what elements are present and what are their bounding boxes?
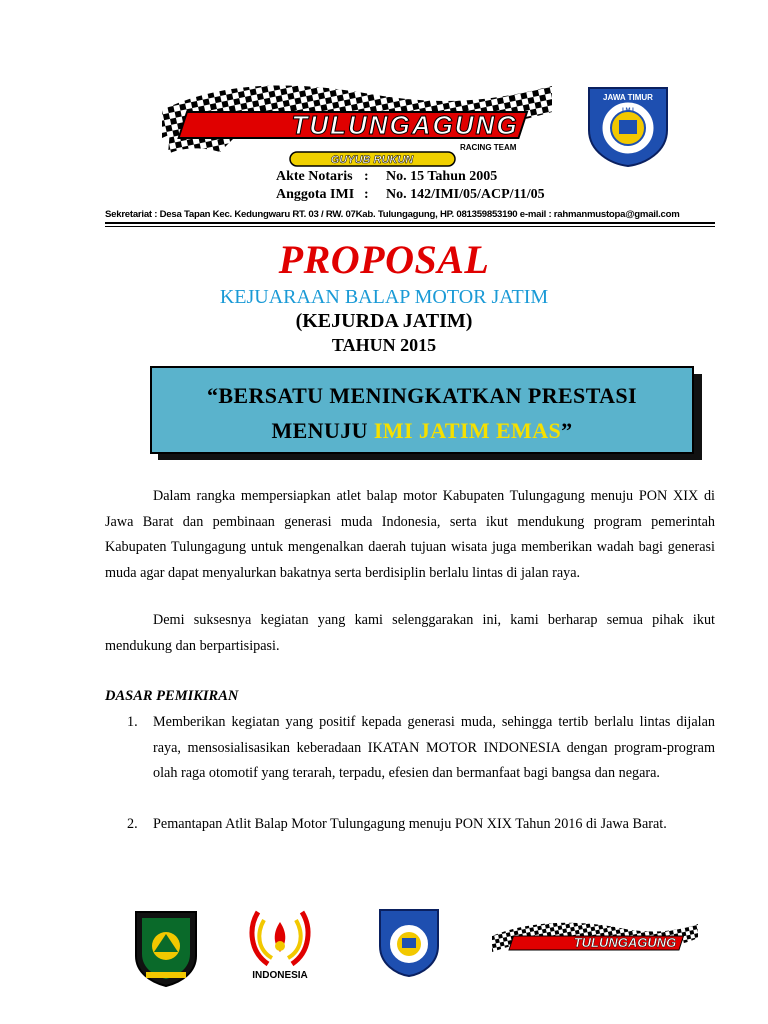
anggota-value: No. 142/IMI/05/ACP/11/05 — [386, 187, 545, 202]
motto-suffix: ” — [561, 418, 573, 443]
event-year: TAHUN 2015 — [331, 335, 437, 355]
list-item — [105, 812, 715, 838]
header-rule — [105, 222, 715, 224]
koni-logo — [244, 904, 316, 990]
team-logo-small — [490, 916, 700, 966]
team-logo — [160, 72, 555, 170]
team-logo-sub: RACING TEAM — [460, 143, 517, 152]
list-text: Memberikan kegiatan yang positif kepada generasi muda, sehingga tertib berlalu lintas dijalan raya, mensosialisasikan keberadaan IKATAN MOTOR INDONESIA dengan program-program olah raga otomotif yang terarah, terpadu, efesien dan bermanfaat bagi bangsa dan negara. — [153, 714, 715, 781]
event-abbreviation: (KEJURDA JATIM) — [295, 310, 473, 332]
team-logo-slogan: GUYUB RUKUN — [330, 154, 414, 166]
paragraph-2: Demi suksesnya kegiatan yang kami selenggarakan ini, kami berharap semua pihak ikut mendukung dan berpartisipasi. — [105, 612, 715, 654]
list-item — [105, 710, 715, 812]
header-rule-thin — [105, 226, 715, 227]
event-name: KEJUARAAN BALAP MOTOR JATIM — [219, 286, 549, 308]
list-text: Pemantapan Atlit Balap Motor Tulungagung menuju PON XIX Tahun 2016 di Jawa Barat. — [153, 816, 667, 832]
akte-value: No. 15 Tahun 2005 — [386, 169, 498, 184]
koni-text: INDONESIA — [252, 970, 308, 981]
akte-label: Akte Notaris — [276, 169, 353, 184]
regency-emblem — [132, 906, 200, 988]
motto-line-2 — [150, 418, 694, 444]
team-logo-text: TULUNGAGUNG — [291, 110, 519, 140]
anggota-row — [276, 187, 545, 203]
akte-colon: : — [364, 169, 369, 184]
motto-highlight: IMI JATIM EMAS — [373, 418, 562, 443]
imi-logo-mid: I M I — [622, 108, 634, 114]
list-number: 1. — [127, 714, 138, 730]
intro-paragraph — [105, 484, 715, 586]
closing-paragraph — [105, 608, 715, 659]
imi-logo-small — [376, 904, 442, 978]
paragraph-1: Dalam rangka mempersiapkan atlet balap motor Kabupaten Tulungagung menuju PON XIX di Jawa Barat dan pembinaan generasi muda Indonesia, serta ikut mendukung program pemerintah Kabupaten Tulungagung untuk mengenalkan daerah tujuan wisata juga memberikan wadah bagi generasi muda agar dapat menyalurkan bakatnya serta berdisiplin berlalu lintas di jalan raya. — [105, 488, 715, 581]
imi-logo-top: JAWA TIMUR — [603, 93, 653, 102]
imi-logo — [583, 78, 673, 168]
motto-line-1: “BERSATU MENINGKATKAN PRESTASI — [206, 383, 638, 408]
section-heading: DASAR PEMIKIRAN — [105, 688, 239, 704]
motto-prefix: MENUJU — [271, 418, 374, 443]
list-number: 2. — [127, 816, 138, 832]
proposal-title: PROPOSAL — [278, 237, 490, 282]
secretariat-address: Sekretariat : Desa Tapan Kec. Kedungwaru RT. 03 / RW. 07Kab. Tulungagung, HP. 081359853190 e-mail : rahmanmustopa@gmail.com — [105, 209, 680, 220]
anggota-label: Anggota IMI — [276, 187, 355, 202]
anggota-colon: : — [364, 187, 369, 202]
akte-row — [276, 169, 497, 185]
team-logo-small-text: TULUNGAGUNG — [573, 935, 677, 950]
